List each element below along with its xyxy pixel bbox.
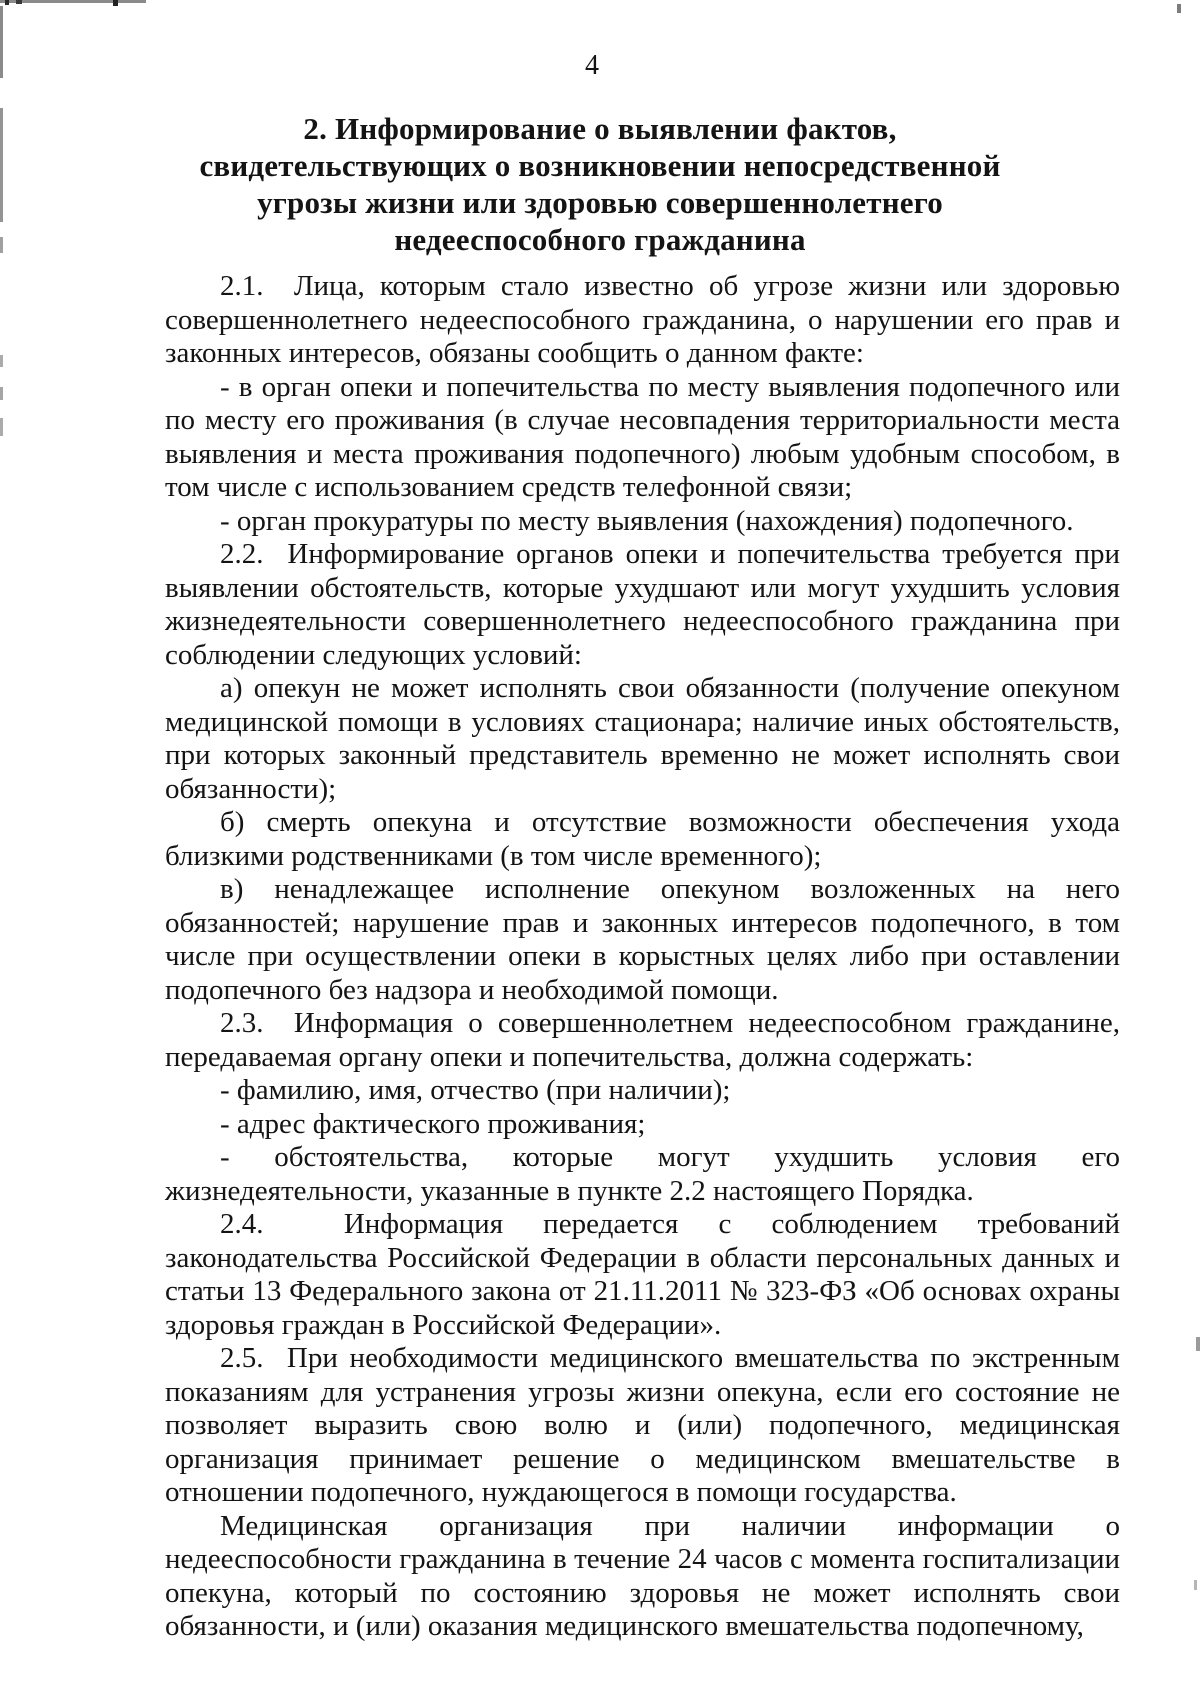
scan-artifact-top-tick	[5, 0, 9, 5]
paragraph-item-v: в) ненадлежащее исполнение опекуном возложенных на него обязанностей; нарушение прав и законных интересов подопечного, в том числе при осуществлении опеки в корыстных целях либо при оставлении подопечного без надзора и необходимой помощи.	[165, 873, 1120, 1006]
scan-artifact-top-tick	[16, 0, 22, 4]
document-content	[165, 110, 1120, 1644]
paragraph-dash-opeka: - в орган опеки и попечительства по месту выявления подопечного или по месту его проживания (в случае несовпадения территориальности места выявления и места проживания подопечного) любым удобным способом, в том числе с использованием средств телефонной связи;	[165, 370, 1120, 503]
scan-artifact-right-dash	[1194, 1580, 1197, 1590]
paragraph-2-5: 2.5. При необходимости медицинского вмешательства по экстренным показаниям для устранения угрозы жизни опекуна, если его состояние не позволяет выразить свою волю и (или) подопечного, медицинская организация принимает решение о медицинском вмешательстве в отношении подопечного, нуждающегося в помощи государства.	[165, 1342, 1120, 1508]
paragraph-2-1: 2.1. Лица, которым стало известно об угрозе жизни или здоровью совершеннолетнего недееспособного гражданина, о нарушении его прав и законных интересов, обязаны сообщить о данном факте:	[165, 270, 1120, 369]
scan-artifact-left-dash	[0, 418, 3, 436]
paragraph-dash-adres: - адрес фактического проживания;	[220, 1107, 646, 1140]
scan-artifact-right-dash	[1196, 1337, 1200, 1351]
paragraph-item-b: б) смерть опекуна и отсутствие возможности обеспечения ухода близкими родственниками (в том числе временного);	[165, 806, 1120, 872]
paragraph-2-4: 2.4. Информация передается с соблюдением требований законодательства Российской Федерации в области персональных данных и статьи 13 Федерального закона от 21.11.2011 № 323-ФЗ «Об основах охраны здоровья граждан в Российской Федерации».	[165, 1208, 1120, 1341]
scan-artifact-left-dash	[0, 355, 3, 367]
section-heading: 2. Информирование о выявлении фактов, свидетельствующих о возникновении непосредственной угрозы жизни или здоровью совершеннолетнего недееспособного гражданина	[199, 111, 1001, 257]
paragraph-dash-fio: - фамилию, имя, отчество (при наличии);	[220, 1074, 731, 1106]
paragraph-2-3: 2.3. Информация о совершеннолетнем недееспособном гражданине, передаваемая органу опеки и попечительства, должна содержать:	[165, 1007, 1120, 1073]
paragraph-item-a: а) опекун не может исполнять свои обязанности (получение опекуном медицинской помощи в условиях стационара; наличие иных обстоятельств, при которых законный представитель временно не может исполнять свои обязанности);	[165, 672, 1120, 805]
paragraph-med-organizaciya: Медицинская организация при наличии информации о недееспособности гражданина в течение 24 часов с момента госпитализации опекуна, который по состоянию здоровья не может исполнять свои обязанности, и (или) оказания медицинского вмешательства подопечному,	[165, 1509, 1120, 1642]
scan-artifact-top-right	[1177, 4, 1181, 13]
page-number: 4	[585, 50, 599, 81]
scan-artifact-left-edge	[0, 108, 3, 222]
scan-artifact-left-dash	[0, 387, 3, 400]
scan-artifact-left-dash	[0, 237, 3, 253]
scan-artifact-top-tick	[113, 0, 118, 6]
paragraph-dash-prokuratura: - орган прокуратуры по месту выявления (нахождения) подопечного.	[220, 504, 1074, 537]
paragraph-dash-obstoyatelstva: - обстоятельства, которые могут ухудшить условия его жизнедеятельности, указанные в пункте 2.2 настоящего Порядка.	[165, 1141, 1120, 1207]
paragraph-2-2: 2.2. Информирование органов опеки и попечительства требуется при выявлении обстоятельств, которые ухудшают или могут ухудшить условия жизнедеятельности совершеннолетнего недееспособного гражданина при соблюдении следующих условий:	[165, 538, 1120, 671]
